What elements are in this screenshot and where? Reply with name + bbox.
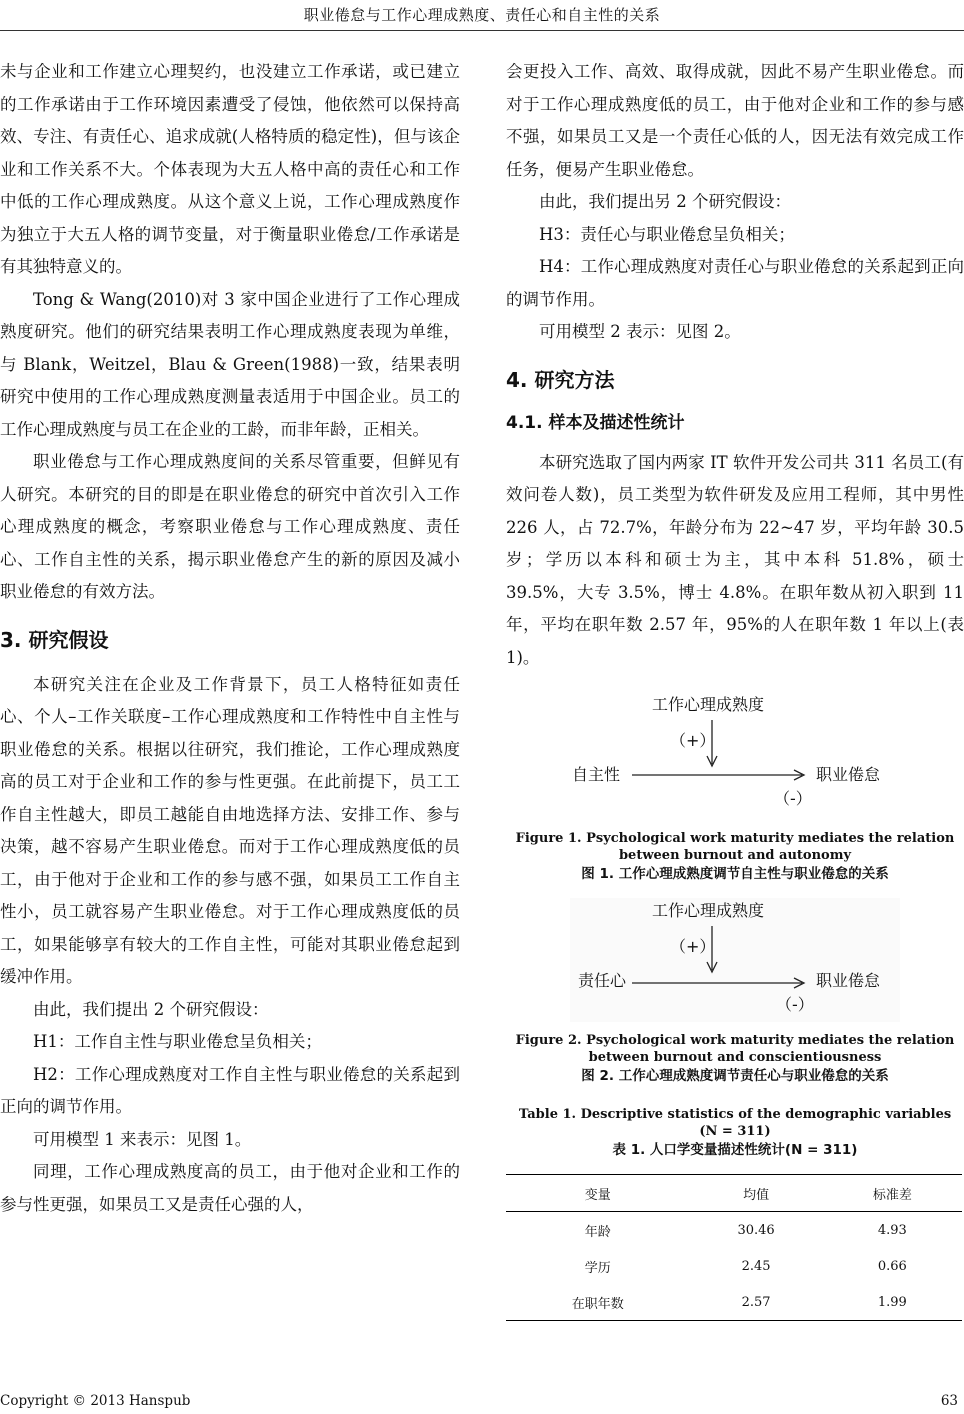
figure-2-plus-sign: （+） bbox=[670, 937, 716, 956]
paragraph: 本研究选取了国内两家 IT 软件开发公司共 311 名员工(有效问卷人数)，员工类型为软件研发及应用工程师，其中男性 226 人，占 72.7%，年龄分布为 22~47 岁，平均年龄 30.5 岁；学历以本科和硕士为主，其中本科 51.8%，硕士 39.5%，大专 3.5%，博士 4.8%。在职年数从初入职到 11 年，平均在职年数 2.57 年，95%的人在职年数 1 年以上(表 1)。 bbox=[506, 452, 964, 667]
paragraph: 会更投入工作、高效、取得成就，因此不易产生职业倦怠。而对于工作心理成熟度低的员工，由于他对企业和工作的参与感不强，如果员工又是一个责任心低的人，因无法有效完成工作任务，便易产生职业倦怠。 bbox=[506, 62, 964, 179]
running-header: 职业倦怠与工作心理成熟度、责任心和自主性的关系 bbox=[303, 6, 661, 24]
figure-1-outcome-label: 职业倦怠 bbox=[816, 765, 881, 784]
table-cell: 0.66 bbox=[877, 1258, 907, 1274]
figure-1-predictor-label: 自主性 bbox=[572, 765, 621, 784]
figure-1-diagram bbox=[570, 692, 900, 820]
figure-1-caption-en: Figure 1. Psychological work maturity mediates the relation between burnout and autonomy bbox=[515, 831, 955, 863]
paragraph: 由此，我们提出 2 个研究假设： bbox=[33, 999, 269, 1019]
paragraph: 由此，我们提出另 2 个研究假设： bbox=[539, 192, 791, 211]
right-column bbox=[506, 56, 964, 1321]
paragraph: Tong & Wang(2010)对 3 家中国企业进行了工作心理成熟度研究。他们的研究结果表明工作心理成熟度表现为单维，与 Blank，Weitzel，Blau & Green(1988)一致，结果表明研究中使用的工作心理成熟度测量表适用于中国企业。员工的工作心理成熟度与员工在企业的工龄，而非年龄，正相关。 bbox=[0, 289, 460, 439]
table-row bbox=[506, 1284, 962, 1321]
figure-2-diagram bbox=[570, 898, 900, 1022]
hypothesis-h2: H2：工作心理成熟度对工作自主性与职业倦怠的关系起到正向的调节作用。 bbox=[0, 1064, 460, 1116]
hypothesis-h3: H3：责任心与职业倦怠呈负相关； bbox=[539, 224, 795, 244]
table-1 bbox=[506, 1174, 962, 1321]
hypothesis-h1: H1：工作自主性与职业倦怠呈负相关； bbox=[33, 1032, 322, 1051]
subsection-heading-4-1: 4.1. 样本及描述性统计 bbox=[506, 412, 685, 433]
figure-2-predictor-label: 责任心 bbox=[578, 971, 627, 990]
paragraph: 职业倦怠与工作心理成熟度间的关系尽管重要，但鲜见有人研究。本研究的目的即是在职业倦怠的研究中首次引入工作心理成熟度的概念，考察职业倦怠与工作心理成熟度、责任心、工作自主性的关系，揭示职业倦怠产生的新的原因及减小职业倦怠的有效方法。 bbox=[0, 452, 460, 601]
paragraph: 可用模型 1 来表示：见图 1。 bbox=[33, 1129, 252, 1149]
table-1-caption-zh: 表 1. 人口学变量描述性统计(N = 311) bbox=[612, 1142, 858, 1158]
header-rule bbox=[0, 30, 964, 31]
table-1-caption-en: Table 1. Descriptive statistics of the demographic variables (N = 311) bbox=[518, 1107, 952, 1139]
hypothesis-h4: H4：工作心理成熟度对责任心与职业倦怠的关系起到正向的调节作用。 bbox=[506, 257, 964, 309]
column-header-sd: 标准差 bbox=[872, 1187, 912, 1203]
table-cell: 学历 bbox=[584, 1260, 611, 1276]
figure-2-moderator-label: 工作心理成熟度 bbox=[652, 901, 765, 920]
table-cell: 30.46 bbox=[737, 1222, 775, 1238]
figure-1-moderator-label: 工作心理成熟度 bbox=[652, 695, 765, 714]
footer-page-number: 63 bbox=[940, 1393, 958, 1409]
figure-2-caption-zh: 图 2. 工作心理成熟度调节责任心与职业倦怠的关系 bbox=[581, 1068, 889, 1084]
figure-1-caption-zh: 图 1. 工作心理成熟度调节自主性与职业倦怠的关系 bbox=[581, 866, 889, 882]
figure-1-minus-sign: （-） bbox=[774, 789, 812, 808]
column-header-mean: 均值 bbox=[743, 1187, 770, 1203]
figure-1-plus-sign: （+） bbox=[670, 731, 716, 750]
figure-2-minus-sign: （-） bbox=[776, 995, 814, 1014]
column-header-variable: 变量 bbox=[584, 1187, 611, 1203]
table-cell: 4.93 bbox=[877, 1222, 907, 1238]
table-cell: 年龄 bbox=[584, 1224, 611, 1240]
paragraph: 可用模型 2 表示：见图 2。 bbox=[539, 322, 741, 341]
figure-2-outcome-label: 职业倦怠 bbox=[816, 971, 881, 990]
table-cell: 2.45 bbox=[741, 1258, 771, 1274]
paragraph: 同理，工作心理成熟度高的员工，由于他对企业和工作的参与性更强，如果员工又是责任心强的人， bbox=[0, 1162, 460, 1214]
section-heading-3: 3. 研究假设 bbox=[0, 627, 109, 652]
footer-copyright: Copyright © 2013 Hanspub bbox=[0, 1393, 191, 1409]
table-row bbox=[506, 1212, 962, 1249]
table-header-row bbox=[506, 1175, 962, 1212]
left-column bbox=[0, 56, 460, 1221]
section-heading-4: 4. 研究方法 bbox=[506, 367, 615, 392]
table-cell: 在职年数 bbox=[571, 1296, 624, 1312]
table-row bbox=[506, 1248, 962, 1284]
paragraph: 本研究关注在企业及工作背景下，员工人格特征如责任心、个人–工作关联度–工作心理成熟度和工作特性中自主性与职业倦怠的关系。根据以往研究，我们推论，工作心理成熟度高的员工对于企业和工作的参与性更强。在此前提下，员工工作自主性越大，即员工越能自由地选择方法、安排工作、参与决策，越不容易产生职业倦怠。而对于工作心理成熟度低的员工，由于他对于企业和工作的参与感不强，如果员工工作自主性小，员工就容易产生职业倦怠。对于工作心理成熟度低的员工，如果能够享有较大的工作自主性，可能对其职业倦怠起到缓冲作用。 bbox=[0, 674, 460, 986]
paragraph: 未与企业和工作建立心理契约，也没建立工作承诺，或已建立的工作承诺由于工作环境因素遭受了侵蚀，他依然可以保持高效、专注、有责任心、追求成就(人格特质的稳定性)，但与该企业和工作关系不大。个体表现为大五人格中高的责任心和工作中低的工作心理成熟度。从这个意义上说，工作心理成熟度作为独立于大五人格的调节变量，对于衡量职业倦怠/工作承诺是有其独特意义的。 bbox=[0, 62, 460, 276]
table-cell: 2.57 bbox=[741, 1294, 771, 1310]
figure-2-caption-en: Figure 2. Psychological work maturity mediates the relation between burnout and conscientiousness bbox=[515, 1033, 955, 1065]
table-cell: 1.99 bbox=[877, 1294, 907, 1310]
